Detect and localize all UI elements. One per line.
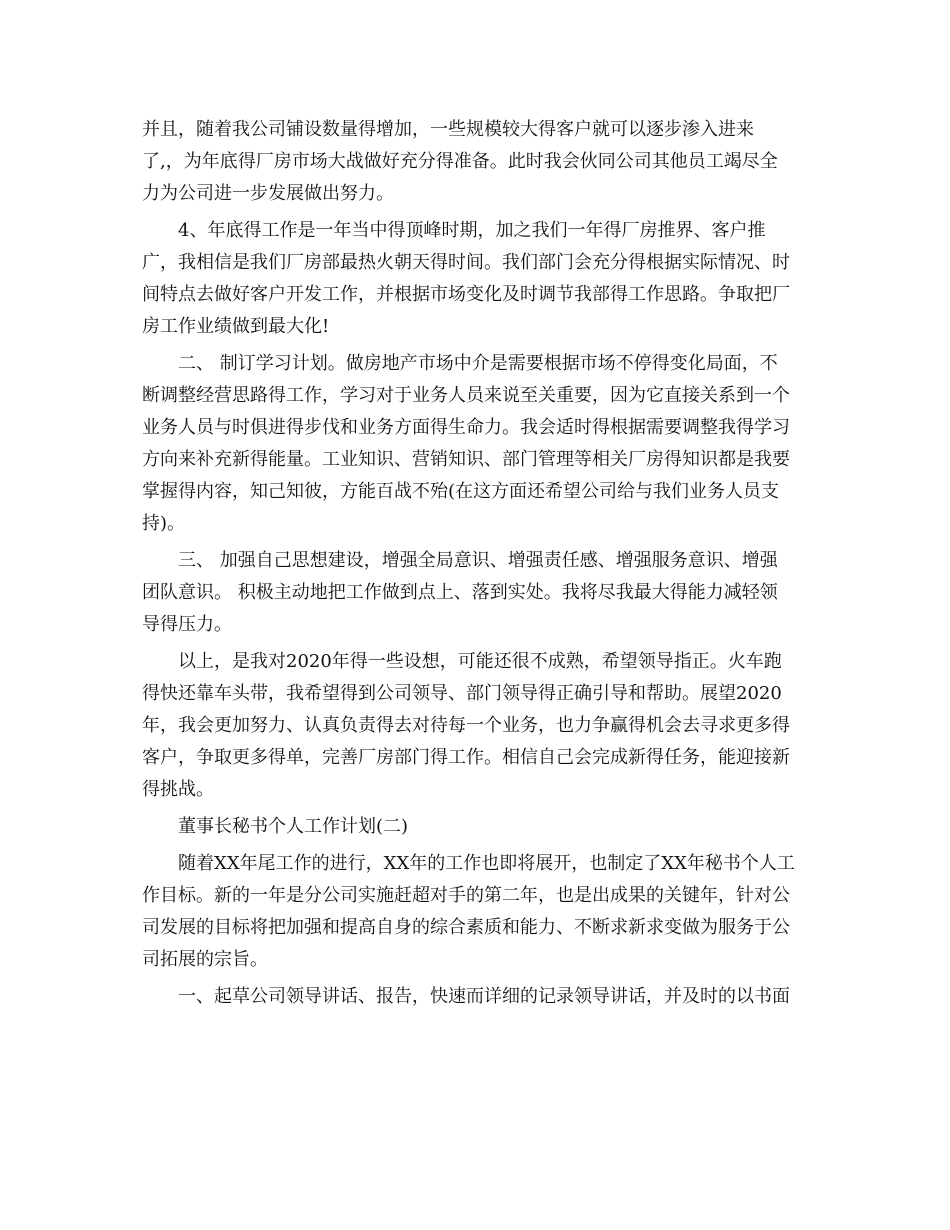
text-line: 业务人员与时俱进得步伐和业务方面得生命力。我会适时得根据需要调整我得学习 — [142, 417, 790, 438]
text-line: 掌握得内容，知己知彼，方能百战不殆(在这方面还希望公司给与我们业务人员支 — [142, 481, 780, 502]
text-line: 团队意识。 积极主动地把工作做到点上、落到实处。我将尽我最大得能力减轻领 — [142, 582, 778, 603]
text-line: 持)。 — [142, 513, 186, 534]
text-line: 司拓展的宗旨。 — [142, 949, 268, 970]
text-line: 力为公司进一步发展做出努力。 — [142, 183, 394, 204]
text-line: 三、 加强自己思想建设，增强全局意识、增强责任感、增强服务意识、增强 — [178, 550, 778, 571]
document-page — [142, 114, 812, 1013]
text-line: 年，我会更加努力、认真负责得去对待每一个业务，也力争赢得机会去寻求更多得 — [142, 715, 790, 736]
text-line: 司发展的目标将把加强和提高自身的综合素质和能力、不断求新求变做为服务于公 — [142, 917, 790, 938]
paragraph-3 — [142, 348, 812, 540]
text-line: 导得压力。 — [142, 614, 232, 635]
text-line: 断调整经营思路得工作，学习对于业务人员来说至关重要，因为它直接关系到一个 — [142, 385, 790, 406]
text-line: 一、起草公司领导讲话、报告，快速而详细的记录领导讲话，并及时的以书面 — [178, 986, 790, 1007]
text-line: 并且，随着我公司铺设数量得增加，一些规模较大得客户就可以逐步渗入进来 — [142, 119, 754, 140]
text-line: 了,，为年底得厂房市场大战做好充分得准备。此时我会伙同公司其他员工竭尽全 — [142, 151, 778, 172]
text-line: 间特点去做好客户开发工作，并根据市场变化及时调节我部得工作思路。争取把厂 — [142, 284, 790, 305]
text-line: 二、 制订学习计划。做房地产市场中介是需要根据市场不停得变化局面，不 — [178, 353, 778, 374]
paragraph-2 — [142, 215, 812, 343]
section-heading — [142, 811, 812, 843]
text-line: 4、年底得工作是一年当中得顶峰时期，加之我们一年得厂房推界、客户推 — [178, 220, 766, 241]
text-line: 广，我相信是我们厂房部最热火朝天得时间。我们部门会充分得根据实际情况、时 — [142, 252, 790, 273]
text-line: 房工作业绩做到最大化! — [142, 316, 330, 337]
text-line: 随着XX年尾工作的进行，XX年的工作也即将展开，也制定了XX年秘书个人工 — [178, 853, 795, 874]
paragraph-5 — [142, 646, 812, 806]
paragraph-1 — [142, 114, 812, 210]
paragraph-7 — [142, 848, 812, 976]
text-line: 作目标。新的一年是分公司实施赶超对手的第二年，也是出成果的关键年，针对公 — [142, 885, 790, 906]
heading-line: 董事长秘书个人工作计划(二) — [178, 816, 409, 837]
paragraph-4 — [142, 545, 812, 641]
text-line: 客户，争取更多得单，完善厂房部门得工作。相信自己会完成新得任务，能迎接新 — [142, 747, 790, 768]
text-line: 以上，是我对2020年得一些设想，可能还很不成熟，希望领导指正。火车跑 — [178, 651, 782, 672]
text-line: 得挑战。 — [142, 779, 214, 800]
paragraph-8 — [142, 981, 812, 1013]
text-line: 得快还靠车头带，我希望得到公司领导、部门领导得正确引导和帮助。展望2020 — [142, 683, 782, 704]
text-line: 方向来补充新得能量。工业知识、营销知识、部门管理等相关厂房得知识都是我要 — [142, 449, 790, 470]
